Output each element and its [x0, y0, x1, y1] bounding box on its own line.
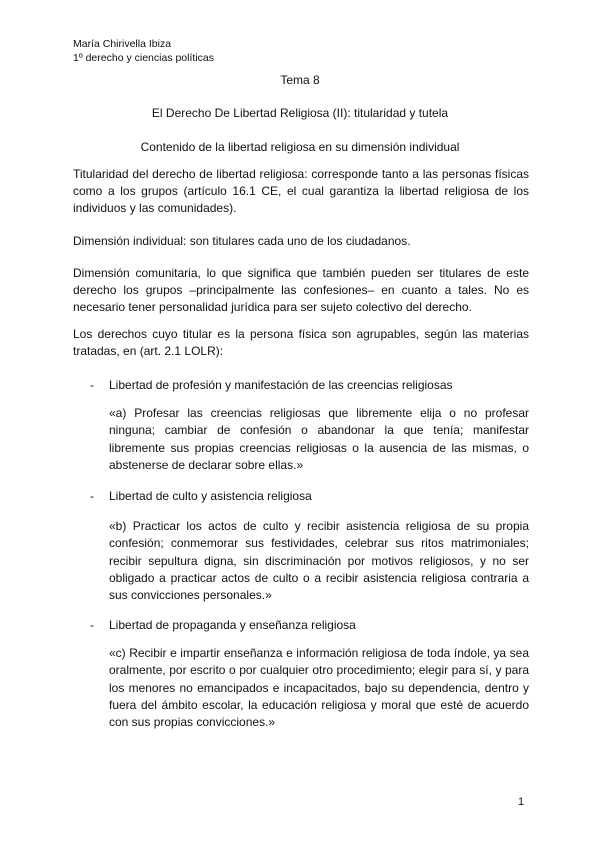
section-heading: Contenido de la libertad religiosa en su dimensión individual: [140, 140, 460, 154]
paragraph-titularidad: Titularidad del derecho de libertad religiosa: corresponde tanto a las personas físicas como a los grupos (artículo 16.1 CE, el cual garantiza la libertad religiosa de los individuos y las comunidades).: [73, 167, 529, 215]
topic-title: Tema 8: [280, 73, 320, 87]
list-item-title: Libertad de profesión y manifestación de las creencias religiosas: [109, 378, 453, 392]
course-name: 1º derecho y ciencias políticas: [73, 52, 214, 64]
author-name: María Chirivella Ibiza: [73, 38, 172, 50]
list-item-marker: -: [90, 378, 94, 392]
list-item-title: Libertad de propaganda y enseñanza religiosa: [109, 618, 356, 632]
list-item-title: Libertad de culto y asistencia religiosa: [109, 489, 312, 503]
list-item-quote: «b) Practicar los actos de culto y recibir asistencia religiosa de su propia confesión; conmemorar sus festividades, celebrar sus ritos matrimoniales; recibir sepultura digna, sin discriminación por motivos religiosos, y no ser obligado a practicar actos de culto o a recibir asistencia religiosa contraria a sus convicciones personales.»: [109, 519, 529, 603]
page-number: 1: [518, 796, 525, 808]
paragraph-dimension-individual: Dimensión individual: son titulares cada uno de los ciudadanos.: [73, 234, 411, 248]
topic-subtitle: El Derecho De Libertad Religiosa (II): titularidad y tutela: [151, 106, 449, 120]
document-header: [73, 37, 214, 65]
list-item-marker: -: [90, 618, 94, 632]
paragraph-dimension-comunitaria: Dimensión comunitaria, lo que significa que también pueden ser titulares de este derecho los grupos –principalmente las confesiones– en cuanto a tales. No es necesario tener personalidad jurídica para ser sujeto colectivo del derecho.: [73, 266, 529, 314]
list-item-quote: «c) Recibir e impartir enseñanza e información religiosa de toda índole, ya sea oralmente, por escrito o por cualquier otro procedimiento; elegir para sí, y para los menores no emancipados e incapacitados, bajo su dependencia, dentro y fuera del ámbito escolar, la educación religiosa y moral que esté de acuerdo con sus propias convicciones.»: [109, 646, 529, 730]
list-item-marker: -: [90, 489, 94, 503]
paragraph-derechos-agrupables: Los derechos cuyo titular es la persona física son agrupables, según las materias tratadas, en (art. 2.1 LOLR):: [73, 327, 529, 358]
list-item-quote: «a) Profesar las creencias religiosas que libremente elija o no profesar ninguna; cambiar de confesión o abandonar la que tenía; manifestar libremente sus propias creencias religiosas o la ausencia de las mismas, o abstenerse de declarar sobre ellas.»: [109, 406, 529, 472]
